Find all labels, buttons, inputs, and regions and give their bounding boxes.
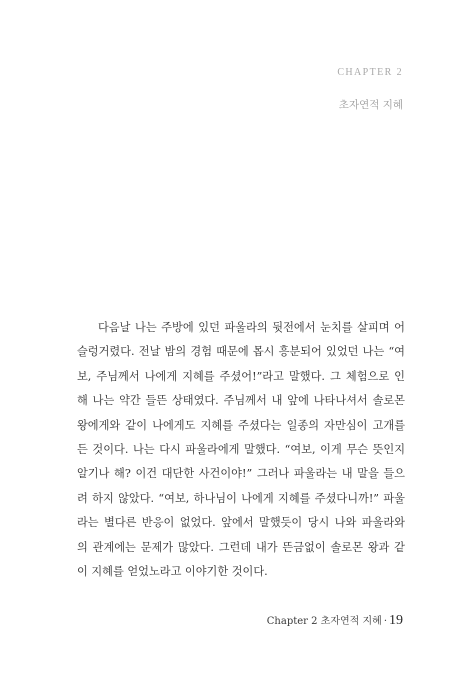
footer-chapter-label: Chapter 2 초자연적 지혜 [266, 616, 382, 627]
chapter-title: 초자연적 지혜 [338, 99, 403, 111]
body-line: 려 하지 않았다. “여보, 하나님이 나에게 지혜를 주셨다니까!” 파울 [77, 491, 405, 505]
body-line: 왕에게와 같이 나에게도 지혜를 주셨다는 일종의 자만심이 고개를 [77, 418, 405, 432]
body-line: 의 관계에는 문제가 많았다. 그런데 내가 뜬금없이 솔로몬 왕과 같 [77, 540, 405, 554]
body-line: 이 지혜를 얻었노라고 이야기한 것이다. [77, 564, 268, 578]
body-line: 라는 별다른 반응이 없었다. 앞에서 말했듯이 당시 나와 파울라와 [77, 516, 405, 530]
page-number: 19 [389, 613, 403, 628]
running-header [203, 66, 403, 112]
body-line: 슬렁거렸다. 전날 밤의 경험 때문에 몹시 흥분되어 있었던 나는 “여 [77, 345, 405, 359]
body-line: 보, 주님께서 나에게 지혜를 주셨어!”라고 말했다. 그 체험으로 인 [77, 369, 405, 383]
body-line: 다음날 나는 주방에 있던 파울라의 뒷전에서 눈치를 살피며 어 [98, 321, 405, 334]
footer-separator: · [383, 616, 387, 627]
body-paragraph [77, 316, 405, 584]
page-footer [267, 612, 403, 629]
body-line: 든 것이다. 나는 다시 파울라에게 말했다. “여보, 이게 무슨 뜻인지 [77, 442, 405, 456]
body-line: 알기나 해? 이건 대단한 사건이야!” 그러나 파울라는 내 말을 들으 [77, 467, 405, 481]
chapter-label: CHAPTER 2 [337, 67, 403, 78]
body-line: 해 나는 약간 들뜬 상태였다. 주님께서 내 앞에 나타나셔서 솔로몬 [77, 394, 405, 408]
